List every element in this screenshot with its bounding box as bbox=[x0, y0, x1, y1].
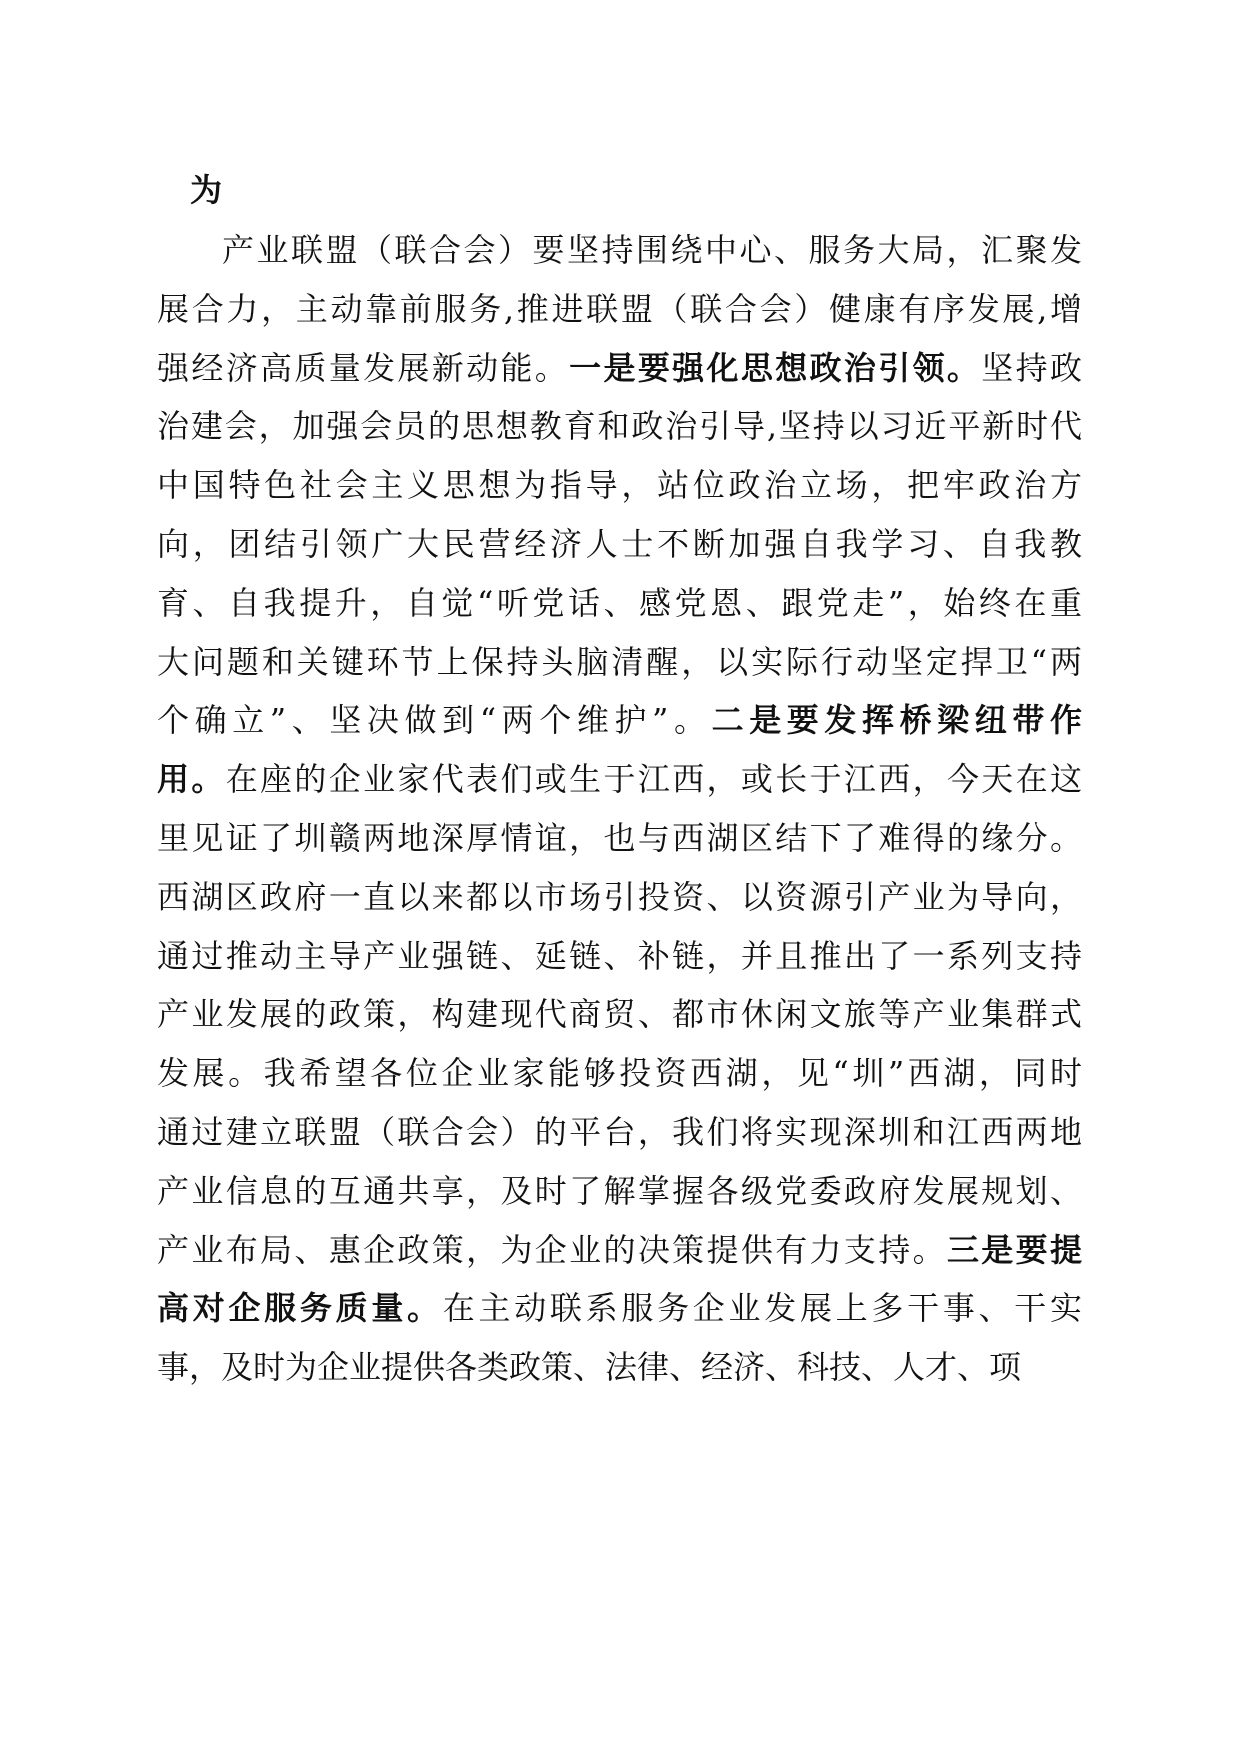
text-segment: 个确立”、坚决做到“两个维护”。 bbox=[157, 701, 712, 740]
text-line bbox=[157, 984, 1082, 1044]
text-segment: 向，团结引领广大民营经济人士不断加强自我学习、自我教 bbox=[157, 525, 1082, 563]
text-segment: 育、自我提升，自觉“听党话、感党恩、跟党走”，始终在重 bbox=[157, 583, 1082, 622]
text-segment: 强经济高质量发展新动能。 bbox=[157, 348, 570, 387]
text-line bbox=[157, 1220, 1082, 1280]
text-line bbox=[157, 1043, 1082, 1103]
text-segment: 展合力，主动靠前服务,推进联盟（联合会）健康有序发展,增 bbox=[157, 289, 1082, 328]
text-segment: 坚持政 bbox=[981, 348, 1082, 387]
text-line bbox=[157, 808, 1082, 868]
bold-text-segment: 高对企服务质量。 bbox=[157, 1289, 443, 1328]
text-segment: 发展。我希望各位企业家能够投资西湖，见“圳”西湖，同时 bbox=[157, 1054, 1082, 1093]
text-segment: 里见证了圳赣两地深厚情谊，也与西湖区结下了难得的缘分。 bbox=[157, 819, 1082, 857]
text-segment: 通过建立联盟（联合会）的平台，我们将实现深圳和江西两地 bbox=[157, 1113, 1082, 1151]
text-segment: 在主动联系服务企业发展上多干事、干实 bbox=[442, 1289, 1082, 1328]
bold-text-segment: 三是要提 bbox=[946, 1230, 1082, 1269]
text-segment: 产业发展的政策，构建现代商贸、都市休闲文旅等产业集群式 bbox=[157, 995, 1082, 1034]
text-segment: 产业布局、惠企政策，为企业的决策提供有力支持。 bbox=[157, 1230, 947, 1269]
text-line bbox=[157, 632, 1082, 692]
text-segment: 西湖区政府一直以来都以市场引投资、以资源引产业为导向， bbox=[157, 877, 1082, 916]
text-segment: 事，及时为企业提供各类政策、法律、经济、科技、人才、项 bbox=[157, 1348, 1022, 1387]
text-line bbox=[157, 749, 1082, 809]
text-line bbox=[157, 279, 1082, 339]
text-segment: 中国特色社会主义思想为指导，站位政治立场，把牢政治方 bbox=[157, 466, 1082, 505]
text-line bbox=[157, 867, 1082, 927]
text-segment: 产业联盟（联合会）要坚持围绕中心、服务大局，汇聚发 bbox=[222, 231, 1082, 269]
text-line bbox=[157, 396, 1082, 456]
text-line bbox=[157, 514, 1082, 574]
bold-text-segment: 一是要强化思想政治引领。 bbox=[569, 348, 982, 387]
text-line bbox=[157, 573, 1082, 633]
text-line bbox=[157, 926, 1082, 986]
text-line bbox=[157, 1102, 1082, 1162]
text-line bbox=[157, 1161, 1082, 1221]
text-segment: 通过推动主导产业强链、延链、补链，并且推出了一系列支持 bbox=[157, 936, 1082, 975]
heading-fragment: 为 bbox=[190, 171, 223, 209]
text-segment: 治建会，加强会员的思想教育和政治引导,坚持以习近平新时代 bbox=[157, 407, 1082, 446]
text-line bbox=[157, 1337, 1082, 1397]
text-segment: 产业信息的互通共享，及时了解掌握各级党委政府发展规划、 bbox=[157, 1171, 1082, 1210]
text-line bbox=[157, 338, 1082, 398]
text-line bbox=[157, 690, 1082, 750]
text-line bbox=[222, 220, 1082, 280]
bold-text-segment: 二是要发挥桥梁纽带作 bbox=[711, 701, 1082, 740]
bold-text-segment: 用。 bbox=[157, 760, 226, 799]
text-segment: 大问题和关键环节上保持头脑清醒，以实际行动坚定捍卫“两 bbox=[157, 642, 1082, 681]
text-line bbox=[157, 1278, 1082, 1338]
text-segment: 在座的企业家代表们或生于江西，或长于江西，今天在这 bbox=[225, 760, 1082, 799]
text-line bbox=[157, 455, 1082, 515]
